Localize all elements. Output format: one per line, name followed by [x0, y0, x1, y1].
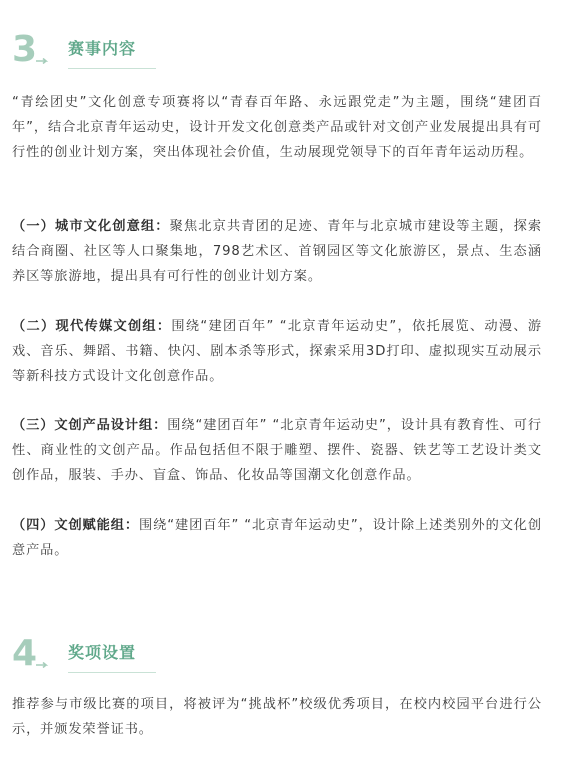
section-4-number: 4 [12, 633, 38, 674]
group-1-text: 聚焦北京共青团的足迹、青年与北京城市建设等主题，探索结合商圈、社区等人口聚集地，798艺术区、首钢园区等文化旅游区，景点、生态涵养区等旅游地，提出具有可行性的创业计划方案。 [12, 219, 542, 284]
section-4-header [12, 632, 212, 680]
group-4-paragraph [12, 513, 542, 563]
group-4-label: （四）文创赋能组： [12, 518, 140, 533]
section-4-body: 推荐参与市级比赛的项目，将被评为“挑战杯”校级优秀项目，在校内校园平台进行公示，并颁发荣誉证书。 [12, 697, 542, 737]
group-1-label: （一）城市文化创意组： [12, 219, 170, 234]
section-4-underline [68, 672, 156, 673]
group-3-text: 围绕“建团百年” “北京青年运动史”，设计具有教育性、可行性、商业性的文创产品。作品包括但不限于雕塑、摆件、瓷器、铁艺等工艺设计类文创作品，服装、手办、盲盒、饰品、化妆品等国潮文化创意作品。 [12, 418, 542, 483]
section-3-title: 赛事内容 [68, 39, 137, 58]
group-2-label: （二）现代传媒文创组： [12, 319, 172, 334]
section-3-underline [68, 68, 156, 69]
group-2-paragraph [12, 314, 542, 389]
group-2-text: 围绕“建团百年” “北京青年运动史”，依托展览、动漫、游戏、音乐、舞蹈、书籍、快闪、剧本杀等形式，探索采用3D打印、虚拟现实互动展示等新科技方式设计文化创意作品。 [12, 319, 542, 384]
section-3-number: 3 [12, 29, 38, 70]
group-3-label: （三）文创产品设计组： [12, 418, 168, 433]
group-1-paragraph [12, 214, 542, 289]
group-3-paragraph [12, 413, 542, 488]
group-4-text: 围绕“建团百年” “北京青年运动史”，设计除上述类别外的文化创意产品。 [12, 518, 542, 558]
arrow-icon [36, 58, 50, 64]
section-4-title: 奖项设置 [68, 643, 137, 662]
arrow-icon [36, 662, 50, 668]
section-3-header [12, 28, 212, 76]
section-3-intro: “青绘团史”文化创意专项赛将以“青春百年路、永远跟党走”为主题，围绕“建团百年”，结合北京青年运动史，设计开发文化创意类产品或针对文创产业发展提出具有可行性的创业计划方案，突出体现社会价值，生动展现党领导下的百年青年运动历程。 [12, 95, 542, 160]
